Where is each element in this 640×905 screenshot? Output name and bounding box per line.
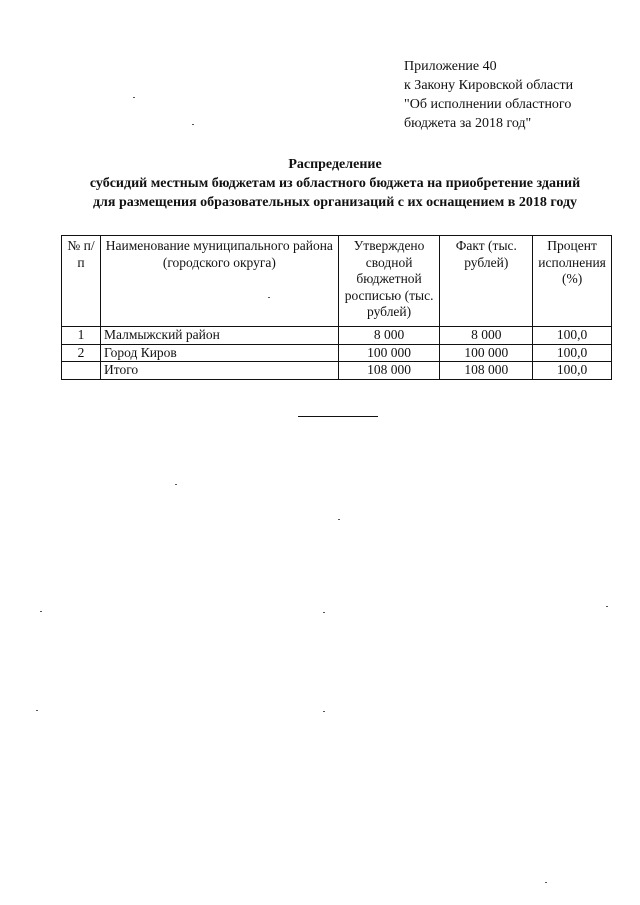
distribution-table: [61, 235, 612, 380]
header-plan: Утверждено сводной бюджетной росписью (тыс. рублей): [338, 236, 440, 327]
title-line-2: субсидий местным бюджетам из областного бюджета на приобретение зданий: [89, 176, 581, 191]
annex-line-1: Приложение 40: [404, 59, 497, 74]
row-num: 1: [62, 327, 101, 345]
scan-speck: [192, 124, 194, 125]
scan-speck: [133, 97, 135, 98]
annex-reference: [404, 57, 573, 133]
header-num: № п/п: [62, 236, 101, 327]
scan-speck: [338, 519, 340, 520]
scan-speck: [40, 611, 42, 612]
total-percent: 100,0: [533, 362, 612, 380]
total-name: Итого: [100, 362, 338, 380]
total-num: [62, 362, 101, 380]
annex-line-4: бюджета за 2018 год": [404, 116, 532, 131]
table-header-row: [62, 236, 612, 327]
scan-speck: [175, 484, 177, 485]
end-separator-line: [298, 416, 378, 417]
row-percent: 100,0: [533, 327, 612, 345]
scan-speck: [268, 297, 270, 298]
header-fact: Факт (тыс. рублей): [440, 236, 533, 327]
title-line-1: Распределение: [288, 157, 382, 172]
header-percent: Процент исполнения (%): [533, 236, 612, 327]
header-name: Наименование муниципального района (городского округа): [100, 236, 338, 327]
row-name: Малмыжский район: [100, 327, 338, 345]
row-num: 2: [62, 344, 101, 362]
title-line-3: для размещения образовательных организаций с их оснащением в 2018 году: [92, 195, 578, 210]
table-row: [62, 344, 612, 362]
total-row: [62, 362, 612, 380]
row-plan: 100 000: [338, 344, 440, 362]
row-fact: 100 000: [440, 344, 533, 362]
row-fact: 8 000: [440, 327, 533, 345]
scan-speck: [545, 882, 547, 883]
row-percent: 100,0: [533, 344, 612, 362]
row-name: Город Киров: [100, 344, 338, 362]
scan-speck: [323, 711, 325, 712]
total-fact: 108 000: [440, 362, 533, 380]
table-row: [62, 327, 612, 345]
document-title: [40, 155, 630, 212]
scan-speck: [323, 612, 325, 613]
annex-line-2: к Закону Кировской области: [404, 78, 574, 93]
scan-speck: [606, 606, 608, 607]
annex-line-3: "Об исполнении областного: [404, 97, 572, 112]
row-plan: 8 000: [338, 327, 440, 345]
total-plan: 108 000: [338, 362, 440, 380]
scan-speck: [36, 710, 38, 711]
